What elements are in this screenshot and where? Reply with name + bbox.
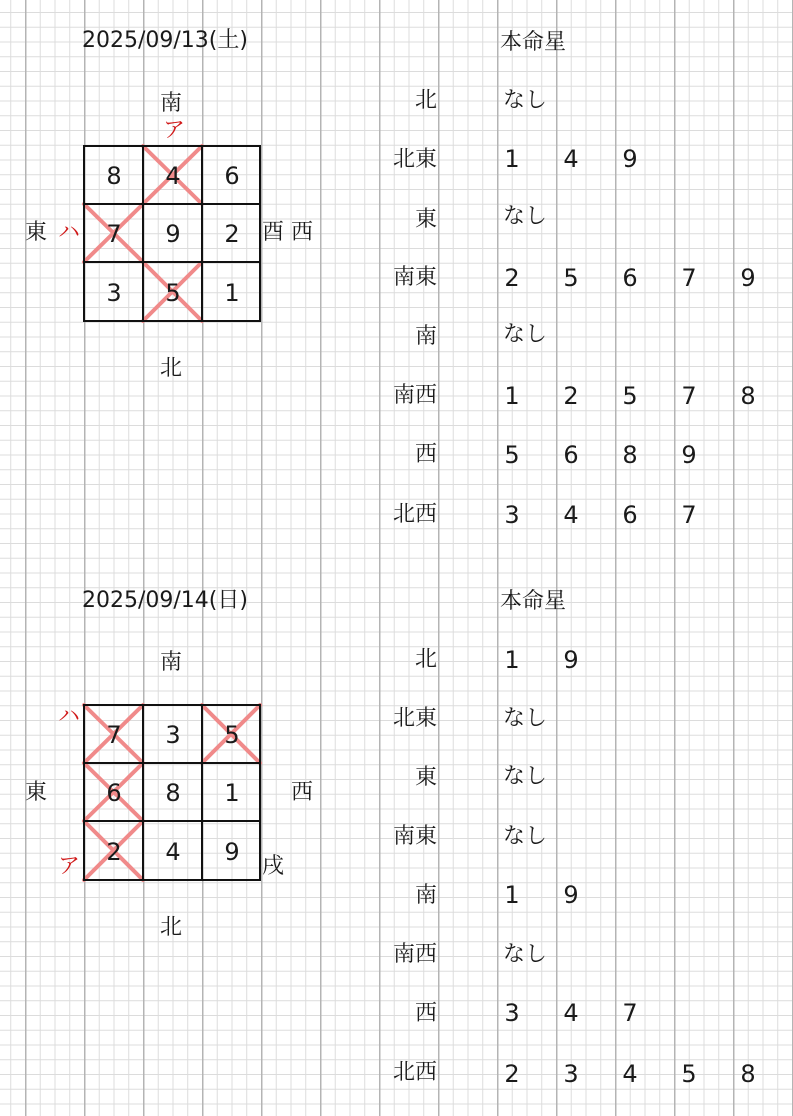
table-value: 4 [563, 501, 579, 529]
table-value: なし [503, 942, 548, 967]
direction-east: 東 [25, 780, 48, 805]
table-value: 8 [740, 382, 756, 410]
table-value: なし [503, 824, 548, 849]
square-cell: 4 [165, 162, 181, 190]
square-cell: 1 [224, 779, 240, 807]
table-row-direction: 南東 [392, 824, 437, 849]
table-row-direction: 西 [414, 1001, 437, 1026]
zodiac-label-right: 酉 [262, 220, 285, 245]
table-row-direction: 北 [414, 88, 437, 113]
table-row-direction: 北西 [392, 1060, 437, 1085]
table-value: 5 [504, 441, 520, 469]
table-value: 6 [622, 264, 638, 292]
table-row-direction: 北東 [392, 147, 437, 172]
table-value: 7 [622, 999, 638, 1027]
table-value: 2 [504, 1060, 520, 1088]
table-header: 本命星 [500, 30, 567, 55]
table-value: 2 [504, 264, 520, 292]
table-row-direction: 北東 [392, 706, 437, 731]
table-value: 8 [740, 1060, 756, 1088]
square-cell: 4 [165, 838, 181, 866]
table-value: 4 [563, 999, 579, 1027]
direction-south: 南 [160, 91, 183, 116]
direction-north: 北 [160, 356, 183, 381]
table-value: なし [503, 322, 548, 347]
table-value: 7 [681, 382, 697, 410]
table-value: 3 [563, 1060, 579, 1088]
table-value: 9 [681, 441, 697, 469]
table-value: 1 [504, 881, 520, 909]
square-cell: 5 [224, 721, 240, 749]
square-cell: 8 [165, 779, 181, 807]
red-mark-top: ア [163, 118, 186, 143]
table-value: なし [503, 764, 548, 789]
zodiac-label-right: 戌 [262, 854, 285, 879]
square-cell: 5 [165, 279, 181, 307]
date-label: 2025/09/14(日) [82, 588, 248, 613]
table-value: 1 [504, 145, 520, 173]
table-row-direction: 東 [414, 765, 437, 790]
table-value: 5 [622, 382, 638, 410]
table-value: 7 [681, 264, 697, 292]
direction-west: 西 [291, 780, 314, 805]
square-cell: 9 [224, 838, 240, 866]
table-value: 5 [681, 1060, 697, 1088]
table-value: なし [503, 706, 548, 731]
red-mark-top: ハ [58, 704, 81, 729]
table-value: 5 [563, 264, 579, 292]
square-cell: 3 [106, 279, 122, 307]
square-cell: 1 [224, 279, 240, 307]
table-value: 4 [563, 145, 579, 173]
direction-north: 北 [160, 915, 183, 940]
table-value: 4 [622, 1060, 638, 1088]
table-value: 9 [563, 646, 579, 674]
square-cell: 6 [224, 162, 240, 190]
table-row-direction: 南西 [392, 942, 437, 967]
square-cell: 2 [224, 220, 240, 248]
table-value: 2 [563, 382, 579, 410]
square-cell: 2 [106, 838, 122, 866]
table-value: 9 [740, 264, 756, 292]
table-value: 1 [504, 646, 520, 674]
table-row-direction: 南西 [392, 383, 437, 408]
direction-west: 西 [291, 220, 314, 245]
square-cell: 6 [106, 779, 122, 807]
table-row-direction: 北西 [392, 502, 437, 527]
square-cell: 7 [106, 220, 122, 248]
table-value: なし [503, 88, 548, 113]
red-mark-left: ア [58, 854, 81, 879]
square-cell: 3 [165, 721, 181, 749]
table-header: 本命星 [500, 589, 567, 614]
red-mark-left: ハ [58, 220, 81, 245]
date-label: 2025/09/13(土) [82, 28, 248, 53]
table-row-direction: 南 [414, 883, 437, 908]
table-value: 3 [504, 999, 520, 1027]
table-value: 3 [504, 501, 520, 529]
table-value: 9 [563, 881, 579, 909]
table-value: 9 [622, 145, 638, 173]
table-row-direction: 北 [414, 647, 437, 672]
direction-east: 東 [25, 220, 48, 245]
table-row-direction: 東 [414, 207, 437, 232]
table-row-direction: 南東 [392, 265, 437, 290]
table-value: 8 [622, 441, 638, 469]
table-value: 1 [504, 382, 520, 410]
square-cell: 9 [165, 220, 181, 248]
table-value: 6 [622, 501, 638, 529]
table-value: なし [503, 204, 548, 229]
table-row-direction: 西 [414, 442, 437, 467]
table-value: 6 [563, 441, 579, 469]
square-cell: 8 [106, 162, 122, 190]
square-cell: 7 [106, 721, 122, 749]
table-row-direction: 南 [414, 324, 437, 349]
direction-south: 南 [160, 650, 183, 675]
table-value: 7 [681, 501, 697, 529]
